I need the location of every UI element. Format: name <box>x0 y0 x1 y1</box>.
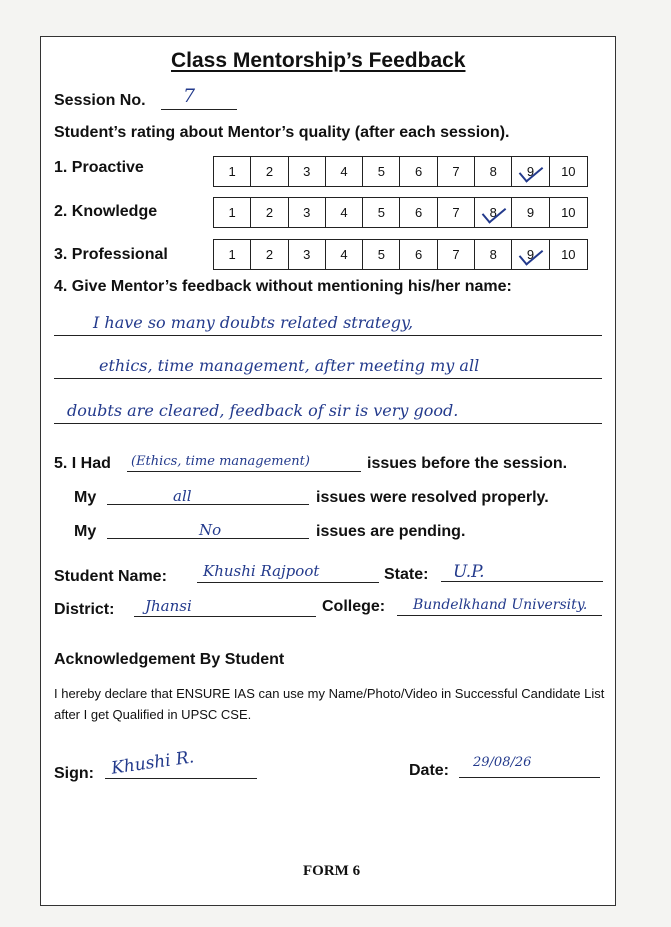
session-line <box>161 109 237 110</box>
rating-cell[interactable] <box>550 240 587 269</box>
rating-cell[interactable] <box>512 198 549 227</box>
college-label: College: <box>322 598 386 615</box>
date-line <box>459 777 600 778</box>
rating-number: 8 <box>489 164 497 179</box>
pending-value[interactable]: No <box>199 521 222 539</box>
session-label: Session No. <box>54 92 146 109</box>
date-value[interactable]: 29/08/26 <box>473 755 532 770</box>
date-label: Date: <box>409 762 450 779</box>
rating-cell[interactable] <box>550 198 587 227</box>
rating-cell[interactable] <box>438 157 475 186</box>
rating-cell[interactable] <box>251 157 288 186</box>
rating-cell[interactable] <box>289 198 326 227</box>
rating-number: 5 <box>377 164 385 179</box>
district-line <box>134 616 316 617</box>
rating-number: 6 <box>415 205 423 220</box>
rating-number: 8 <box>489 247 497 262</box>
student-name-label: Student Name: <box>54 568 167 585</box>
rating-number: 2 <box>265 247 274 262</box>
rating-number: 10 <box>561 164 576 179</box>
rating-cell[interactable] <box>400 198 437 227</box>
tick-mark-icon <box>519 159 544 182</box>
resolved-my-label: My <box>74 489 97 506</box>
rating-cell[interactable] <box>550 157 587 186</box>
rating-number: 2 <box>265 205 274 220</box>
rating-number: 10 <box>561 205 576 220</box>
rating-number: 9 <box>526 247 535 262</box>
rating-cell[interactable] <box>289 157 326 186</box>
rating-heading: Student’s rating about Mentor’s quality (after each session). <box>54 124 510 141</box>
feedback-line <box>54 423 602 424</box>
district-value[interactable]: Jhansi <box>145 597 192 615</box>
student-name-value[interactable]: Khushi Rajpoot <box>203 562 320 580</box>
rating-number: 3 <box>303 247 311 262</box>
rating-cell[interactable] <box>438 198 475 227</box>
q5-prefix: 5. I Had <box>54 455 111 472</box>
sign-line <box>105 778 257 779</box>
student-name-line <box>197 582 379 583</box>
rating-number: 9 <box>526 164 535 179</box>
college-line <box>397 615 602 616</box>
feedback-text-line[interactable]: I have so many doubts related strategy, <box>93 313 414 332</box>
rating-number: 7 <box>452 205 460 220</box>
q5-suffix: issues before the session. <box>367 455 568 472</box>
feedback-line <box>54 335 602 336</box>
rating-number: 1 <box>228 164 236 179</box>
state-value[interactable]: U.P. <box>453 562 485 582</box>
rating-cell[interactable] <box>289 240 326 269</box>
rating-label-proactive: 1. Proactive <box>54 159 144 176</box>
resolved-line <box>107 504 309 505</box>
rating-number: 6 <box>415 247 423 262</box>
rating-number: 3 <box>303 205 311 220</box>
college-value[interactable]: Bundelkhand University. <box>413 597 588 613</box>
rating-cell[interactable] <box>214 198 251 227</box>
q5-line <box>127 471 361 472</box>
feedback-line <box>54 378 602 379</box>
pending-suffix: issues are pending. <box>316 523 466 540</box>
rating-cell-selected[interactable] <box>512 157 549 186</box>
form-title: Class Mentorship’s Feedback <box>171 49 466 72</box>
rating-label-knowledge: 2. Knowledge <box>54 203 158 220</box>
rating-cell[interactable] <box>326 240 363 269</box>
rating-cell[interactable] <box>363 157 400 186</box>
rating-number: 4 <box>340 205 348 220</box>
rating-number: 1 <box>228 205 236 220</box>
sign-label: Sign: <box>54 765 94 782</box>
pending-my-label: My <box>74 523 97 540</box>
rating-number: 7 <box>452 164 460 179</box>
rating-cell[interactable] <box>438 240 475 269</box>
rating-number: 2 <box>265 164 274 179</box>
feedback-text-line[interactable]: ethics, time management, after meeting my all <box>99 356 480 375</box>
rating-number: 4 <box>340 164 348 179</box>
tick-mark-icon <box>482 200 507 223</box>
rating-cell[interactable] <box>214 157 251 186</box>
rating-label-professional: 3. Professional <box>54 246 168 263</box>
rating-number: 10 <box>561 247 576 262</box>
session-value[interactable]: 7 <box>183 85 196 107</box>
ack-heading: Acknowledgement By Student <box>54 651 285 668</box>
feedback-text-line[interactable]: doubts are cleared, feedback of sir is very good. <box>67 401 459 420</box>
feedback-form <box>40 36 616 906</box>
rating-cell[interactable] <box>326 157 363 186</box>
rating-cell[interactable] <box>214 240 251 269</box>
resolved-suffix: issues were resolved properly. <box>316 489 549 506</box>
rating-number: 8 <box>489 205 497 220</box>
tick-mark-icon <box>519 242 544 265</box>
declaration-text: I hereby declare that ENSURE IAS can use my Name/Photo/Video in Successful Candidate List after I get Qualified in UPSC CSE. <box>54 686 605 722</box>
rating-scale-knowledge[interactable] <box>213 197 588 228</box>
rating-cell-selected[interactable] <box>512 240 549 269</box>
rating-number: 9 <box>526 205 535 220</box>
rating-cell[interactable] <box>326 198 363 227</box>
rating-cell[interactable] <box>251 198 288 227</box>
rating-cell[interactable] <box>363 198 400 227</box>
rating-number: 5 <box>377 247 385 262</box>
rating-cell[interactable] <box>475 157 512 186</box>
signature[interactable]: Khushi R. <box>110 747 196 779</box>
rating-number: 4 <box>340 247 348 262</box>
rating-cell[interactable] <box>475 240 512 269</box>
feedback-heading: 4. Give Mentor’s feedback without mentioning his/her name: <box>54 278 512 295</box>
rating-number: 1 <box>228 247 236 262</box>
rating-cell[interactable] <box>400 157 437 186</box>
rating-cell[interactable] <box>400 240 437 269</box>
q5-value[interactable]: (Ethics, time management) <box>131 454 310 469</box>
rating-cell-selected[interactable] <box>475 198 512 227</box>
form-number: FORM 6 <box>303 863 361 879</box>
state-label: State: <box>384 566 429 583</box>
rating-scale-professional[interactable] <box>213 239 588 270</box>
rating-number: 7 <box>452 247 460 262</box>
rating-cell[interactable] <box>251 240 288 269</box>
rating-cell[interactable] <box>363 240 400 269</box>
rating-scale-proactive[interactable] <box>213 156 588 187</box>
rating-number: 3 <box>303 164 311 179</box>
resolved-value[interactable]: all <box>173 487 192 505</box>
rating-number: 6 <box>415 164 423 179</box>
district-label: District: <box>54 601 115 618</box>
rating-number: 5 <box>377 205 385 220</box>
